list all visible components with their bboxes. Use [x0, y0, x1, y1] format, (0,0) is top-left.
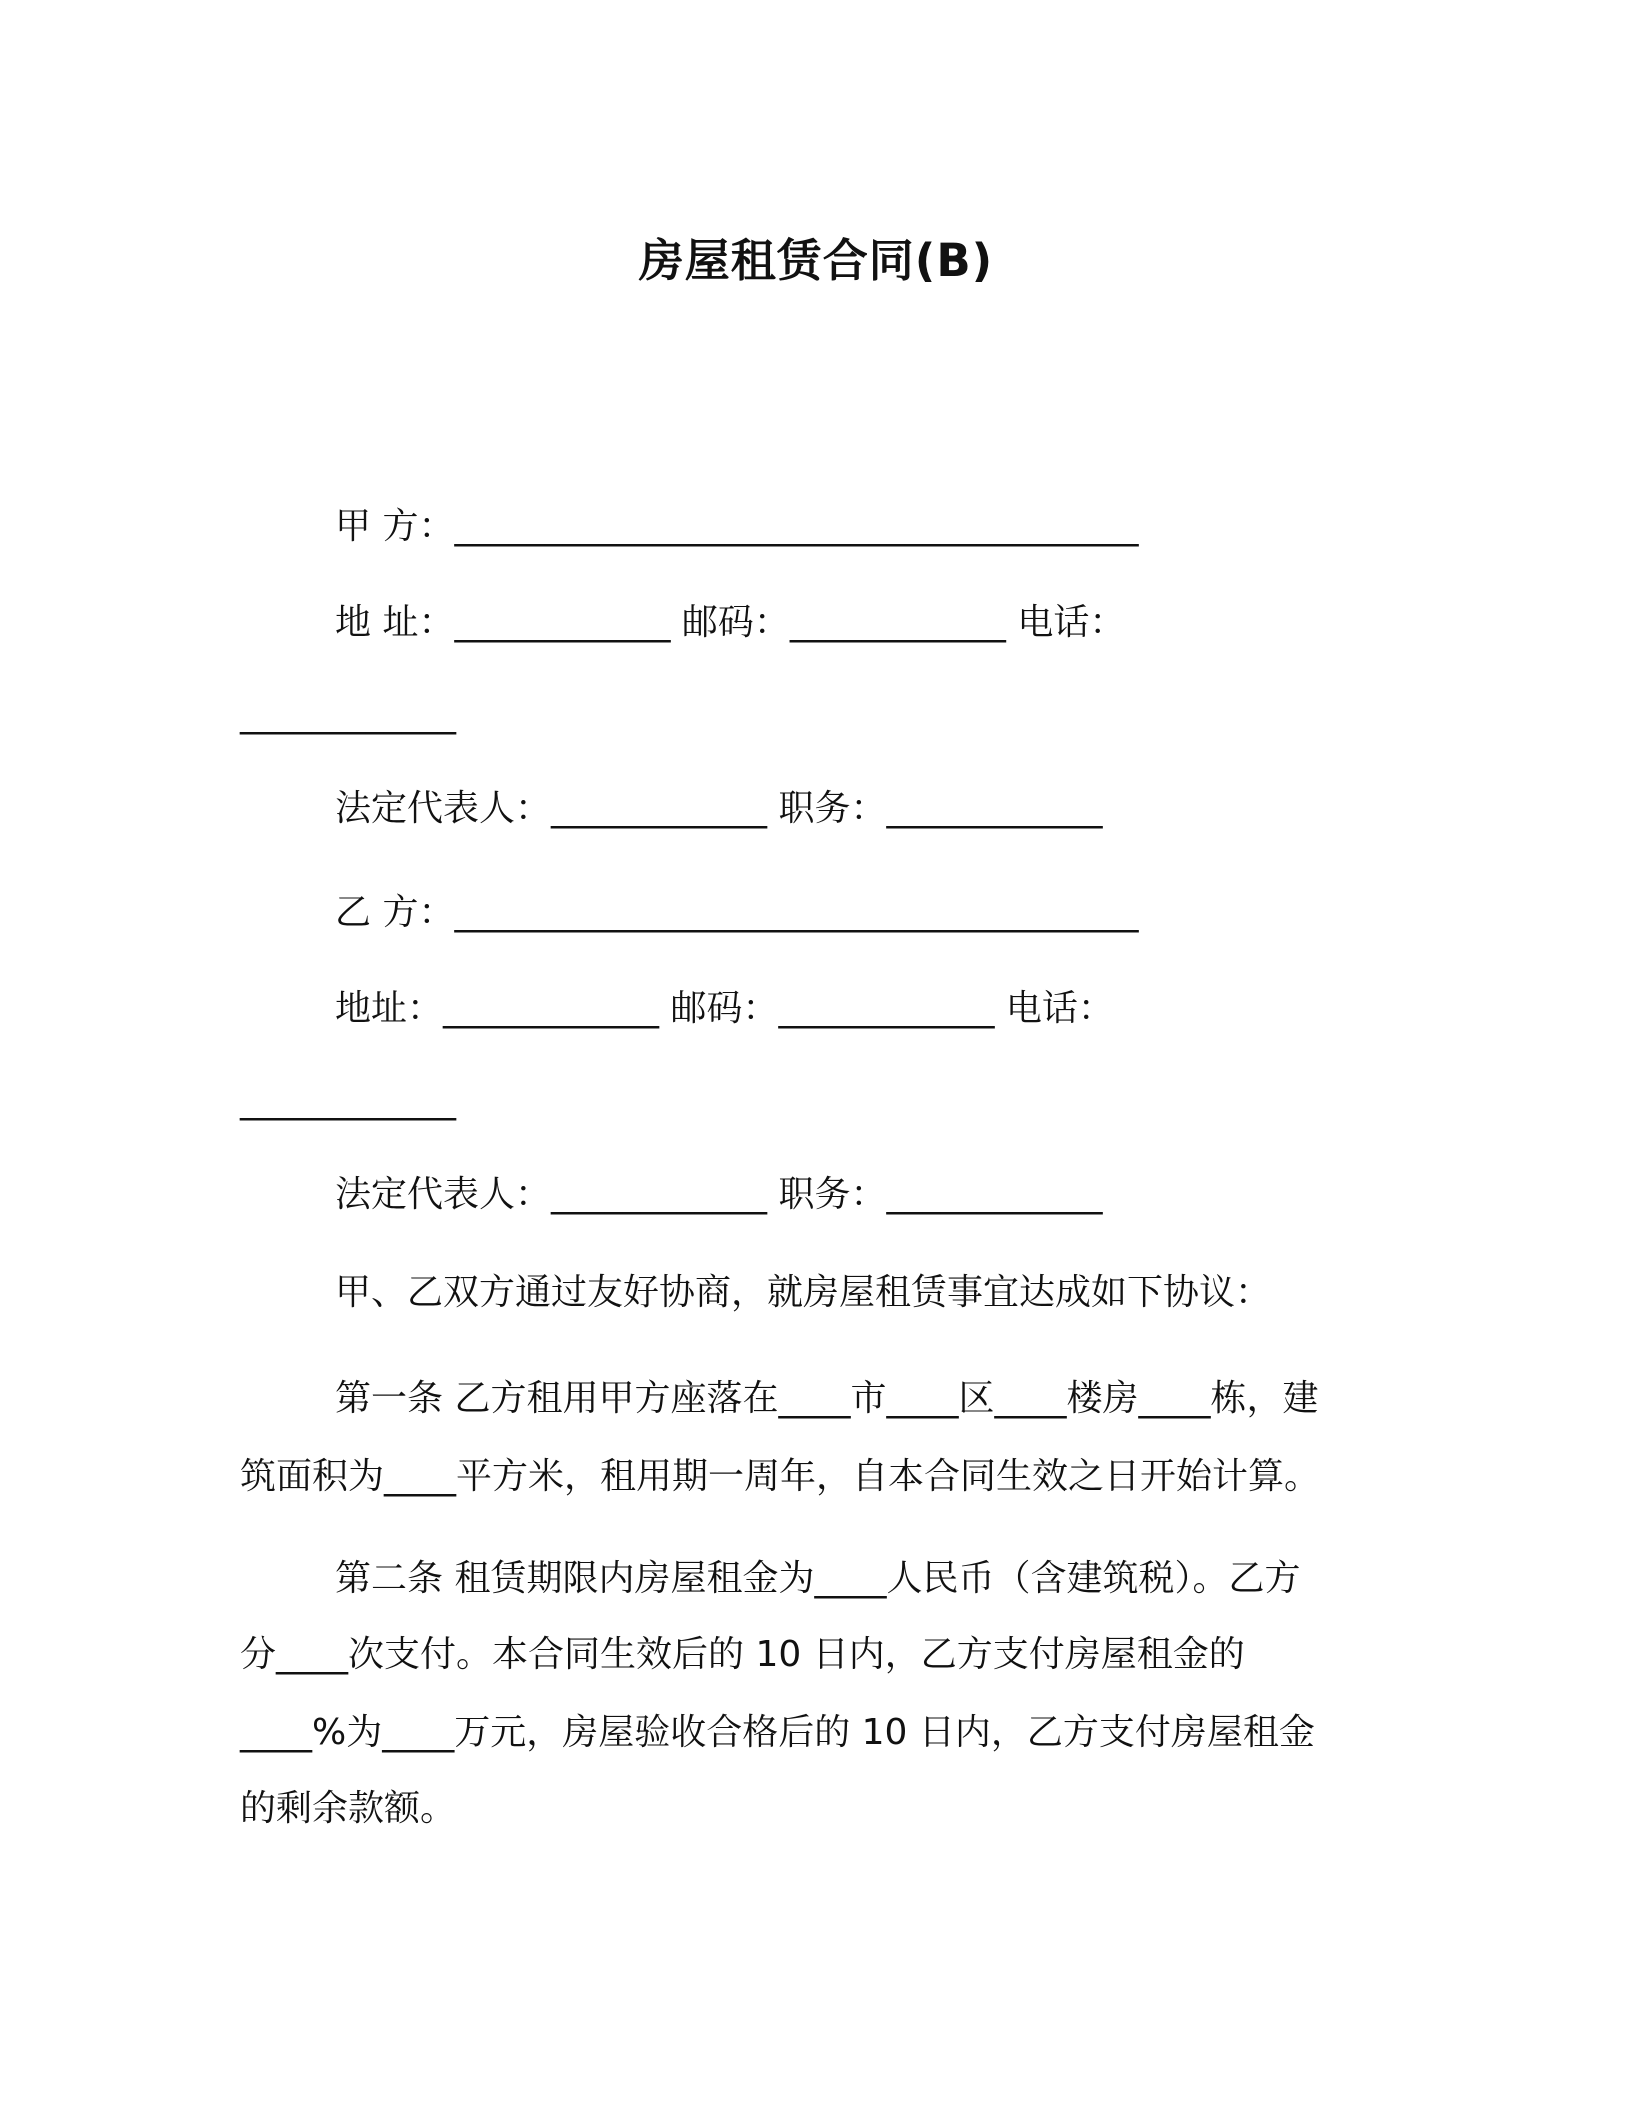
page-title: 房屋租赁合同(B)	[638, 234, 994, 287]
article-2-line-3: ____%为____万元，房屋验收合格后的 10 日内，乙方支付房屋租金	[240, 1712, 1315, 1753]
article-1-line-1: 第一条 乙方租用甲方座落在____市____区____楼房____栋，建	[335, 1378, 1319, 1419]
article-2-line-1: 第二条 租赁期限内房屋租金为____人民币（含建筑税）。乙方	[335, 1558, 1301, 1599]
party-a-address-line: 地 址：____________ 邮码：____________ 电话：	[335, 602, 1126, 643]
party-a-name-line: 甲 方：______________________________________	[335, 506, 1139, 547]
party-a-rep-line: 法定代表人：____________ 职务：____________	[335, 788, 1103, 829]
intro-paragraph: 甲、乙双方通过友好协商，就房屋租赁事宜达成如下协议：	[335, 1272, 1272, 1313]
party-b-phone-blank: ____________	[240, 1080, 456, 1121]
party-b-rep-line: 法定代表人：____________ 职务：____________	[335, 1174, 1103, 1215]
party-a-phone-blank: ____________	[240, 694, 456, 735]
party-b-address-line: 地址：____________ 邮码：____________ 电话：	[335, 988, 1114, 1029]
party-b-name-line: 乙 方：______________________________________	[335, 892, 1139, 933]
article-1-line-2: 筑面积为____平方米，租用期一周年，自本合同生效之日开始计算。	[240, 1456, 1321, 1497]
article-2-line-4: 的剩余款额。	[240, 1788, 457, 1829]
article-2-line-2: 分____次支付。本合同生效后的 10 日内，乙方支付房屋租金的	[240, 1634, 1245, 1675]
